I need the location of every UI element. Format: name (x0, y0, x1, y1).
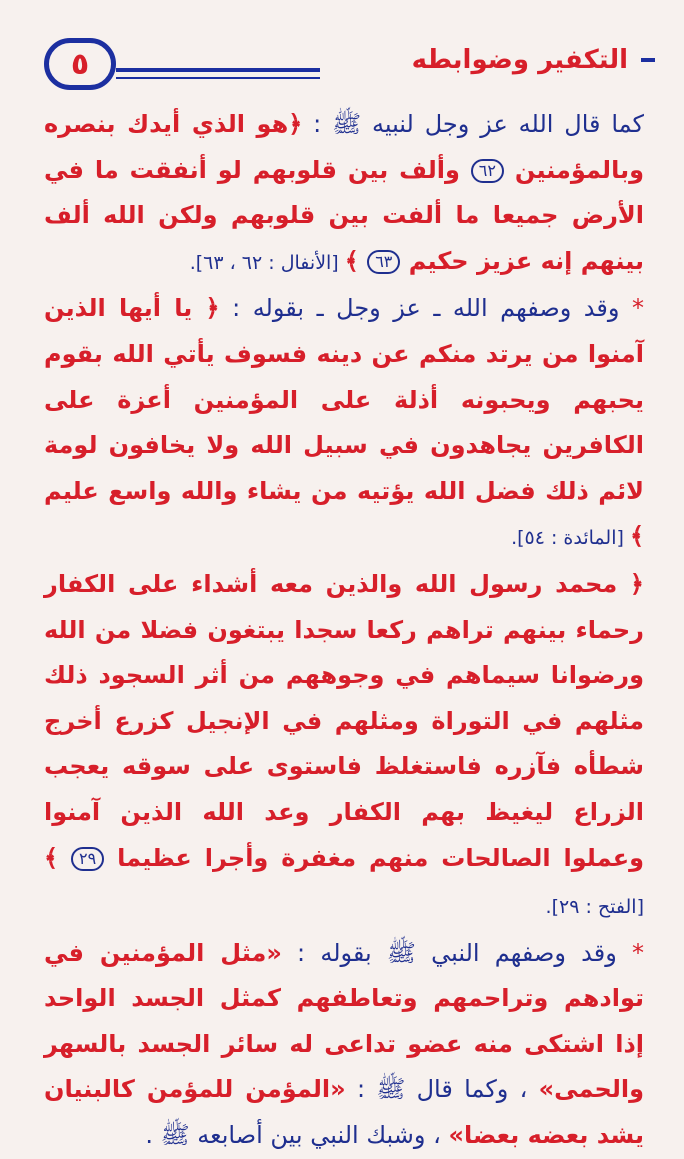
p3-quote-close: ﴾ (44, 843, 72, 872)
p2-reference: [المائدة : ٥٤]. (511, 527, 630, 550)
p3-reference: [الفتح : ٢٩]. (545, 896, 644, 919)
star-bullet: * (619, 294, 644, 323)
p4-end: ، وشبك النبي بين أصابعه ﷺ . (145, 1121, 449, 1150)
aya-number-marker: ٦٢ (471, 159, 504, 183)
p3-quote: ﴿ محمد رسول الله والذين معه أشداء على الكفار رحماء بينهم تراهم ركعا سجدا يبتغون فضلا من الله ورضوانا سيماهم في وجوههم من أثر السجود ذلك مثلهم في التوراة ومثلهم في الإنجيل كزرع أخرج شطأه فآزره فاستغلظ فاستوى على سوقه يعجب الزراع ليغيظ بهم الكفار وعد الله الذين آمنوا وعملوا الصالحات منهم مغفرة وأجرا عظيما (44, 569, 645, 872)
p1-quote-a: ﴿هو الذي أيدك بنصره وبالمؤمنين (44, 110, 645, 184)
aya-number-marker: ٢٩ (71, 847, 104, 871)
quran-quote: ﴿ يا أيها الذين آمنوا من يرتد منكم عن دينه فسوف يأتي الله بقوم يحبهم ويحبونه أذلة على المؤمنين أعزة على الكافرين يجاهدون في سبيل الله ولا يخافون لومة لائم ذلك فضل الله يؤتيه من يشاء والله واسع عليم ﴾ (44, 294, 644, 551)
aya-number-marker: ٦٣ (367, 250, 400, 274)
page-number: ٥ (44, 38, 116, 90)
running-title: التكفير وضوابطه (320, 36, 640, 84)
paragraph-2 (44, 286, 644, 562)
p4-intro: وقد وصفهم النبي ﷺ بقوله : (281, 938, 617, 967)
header-dash (641, 58, 655, 62)
p4-mid: ، وكما قال ﷺ : (345, 1075, 539, 1104)
page-body (44, 102, 644, 1159)
paragraph-3 (44, 562, 644, 931)
star-bullet: * (616, 938, 644, 967)
p1-intro: كما قال الله عز وجل لنبيه ﷺ : (302, 110, 644, 138)
page-header (30, 34, 655, 94)
paragraph-1 (44, 102, 644, 286)
p2-intro: وقد وصفهم الله ـ عز وجل ـ بقوله : (219, 294, 620, 323)
quran-quote (44, 570, 644, 872)
paragraph-4 (44, 931, 644, 1159)
p1-quote-b: وألف بين قلوبهم لو أنفقت ما في الأرض جميعا ما ألفت بين قلوبهم ولكن الله ألف بينهم إنه عزيز حكيم (44, 155, 644, 275)
hadith-quote: «المؤمن للمؤمن كالبنيان يشد بعضه بعضا» (44, 1075, 644, 1150)
hadith-quote: «مثل المؤمنين في توادهم وتراحمهم وتعاطفهم كمثل الجسد الواحد إذا اشتكى منه عضو تداعى له سائر الجسد بالسهر والحمى» (44, 938, 644, 1104)
p1-reference: [الأنفال : ٦٢ ، ٦٣]. (189, 251, 345, 274)
p1-quote-close: ﴾ (344, 246, 368, 275)
